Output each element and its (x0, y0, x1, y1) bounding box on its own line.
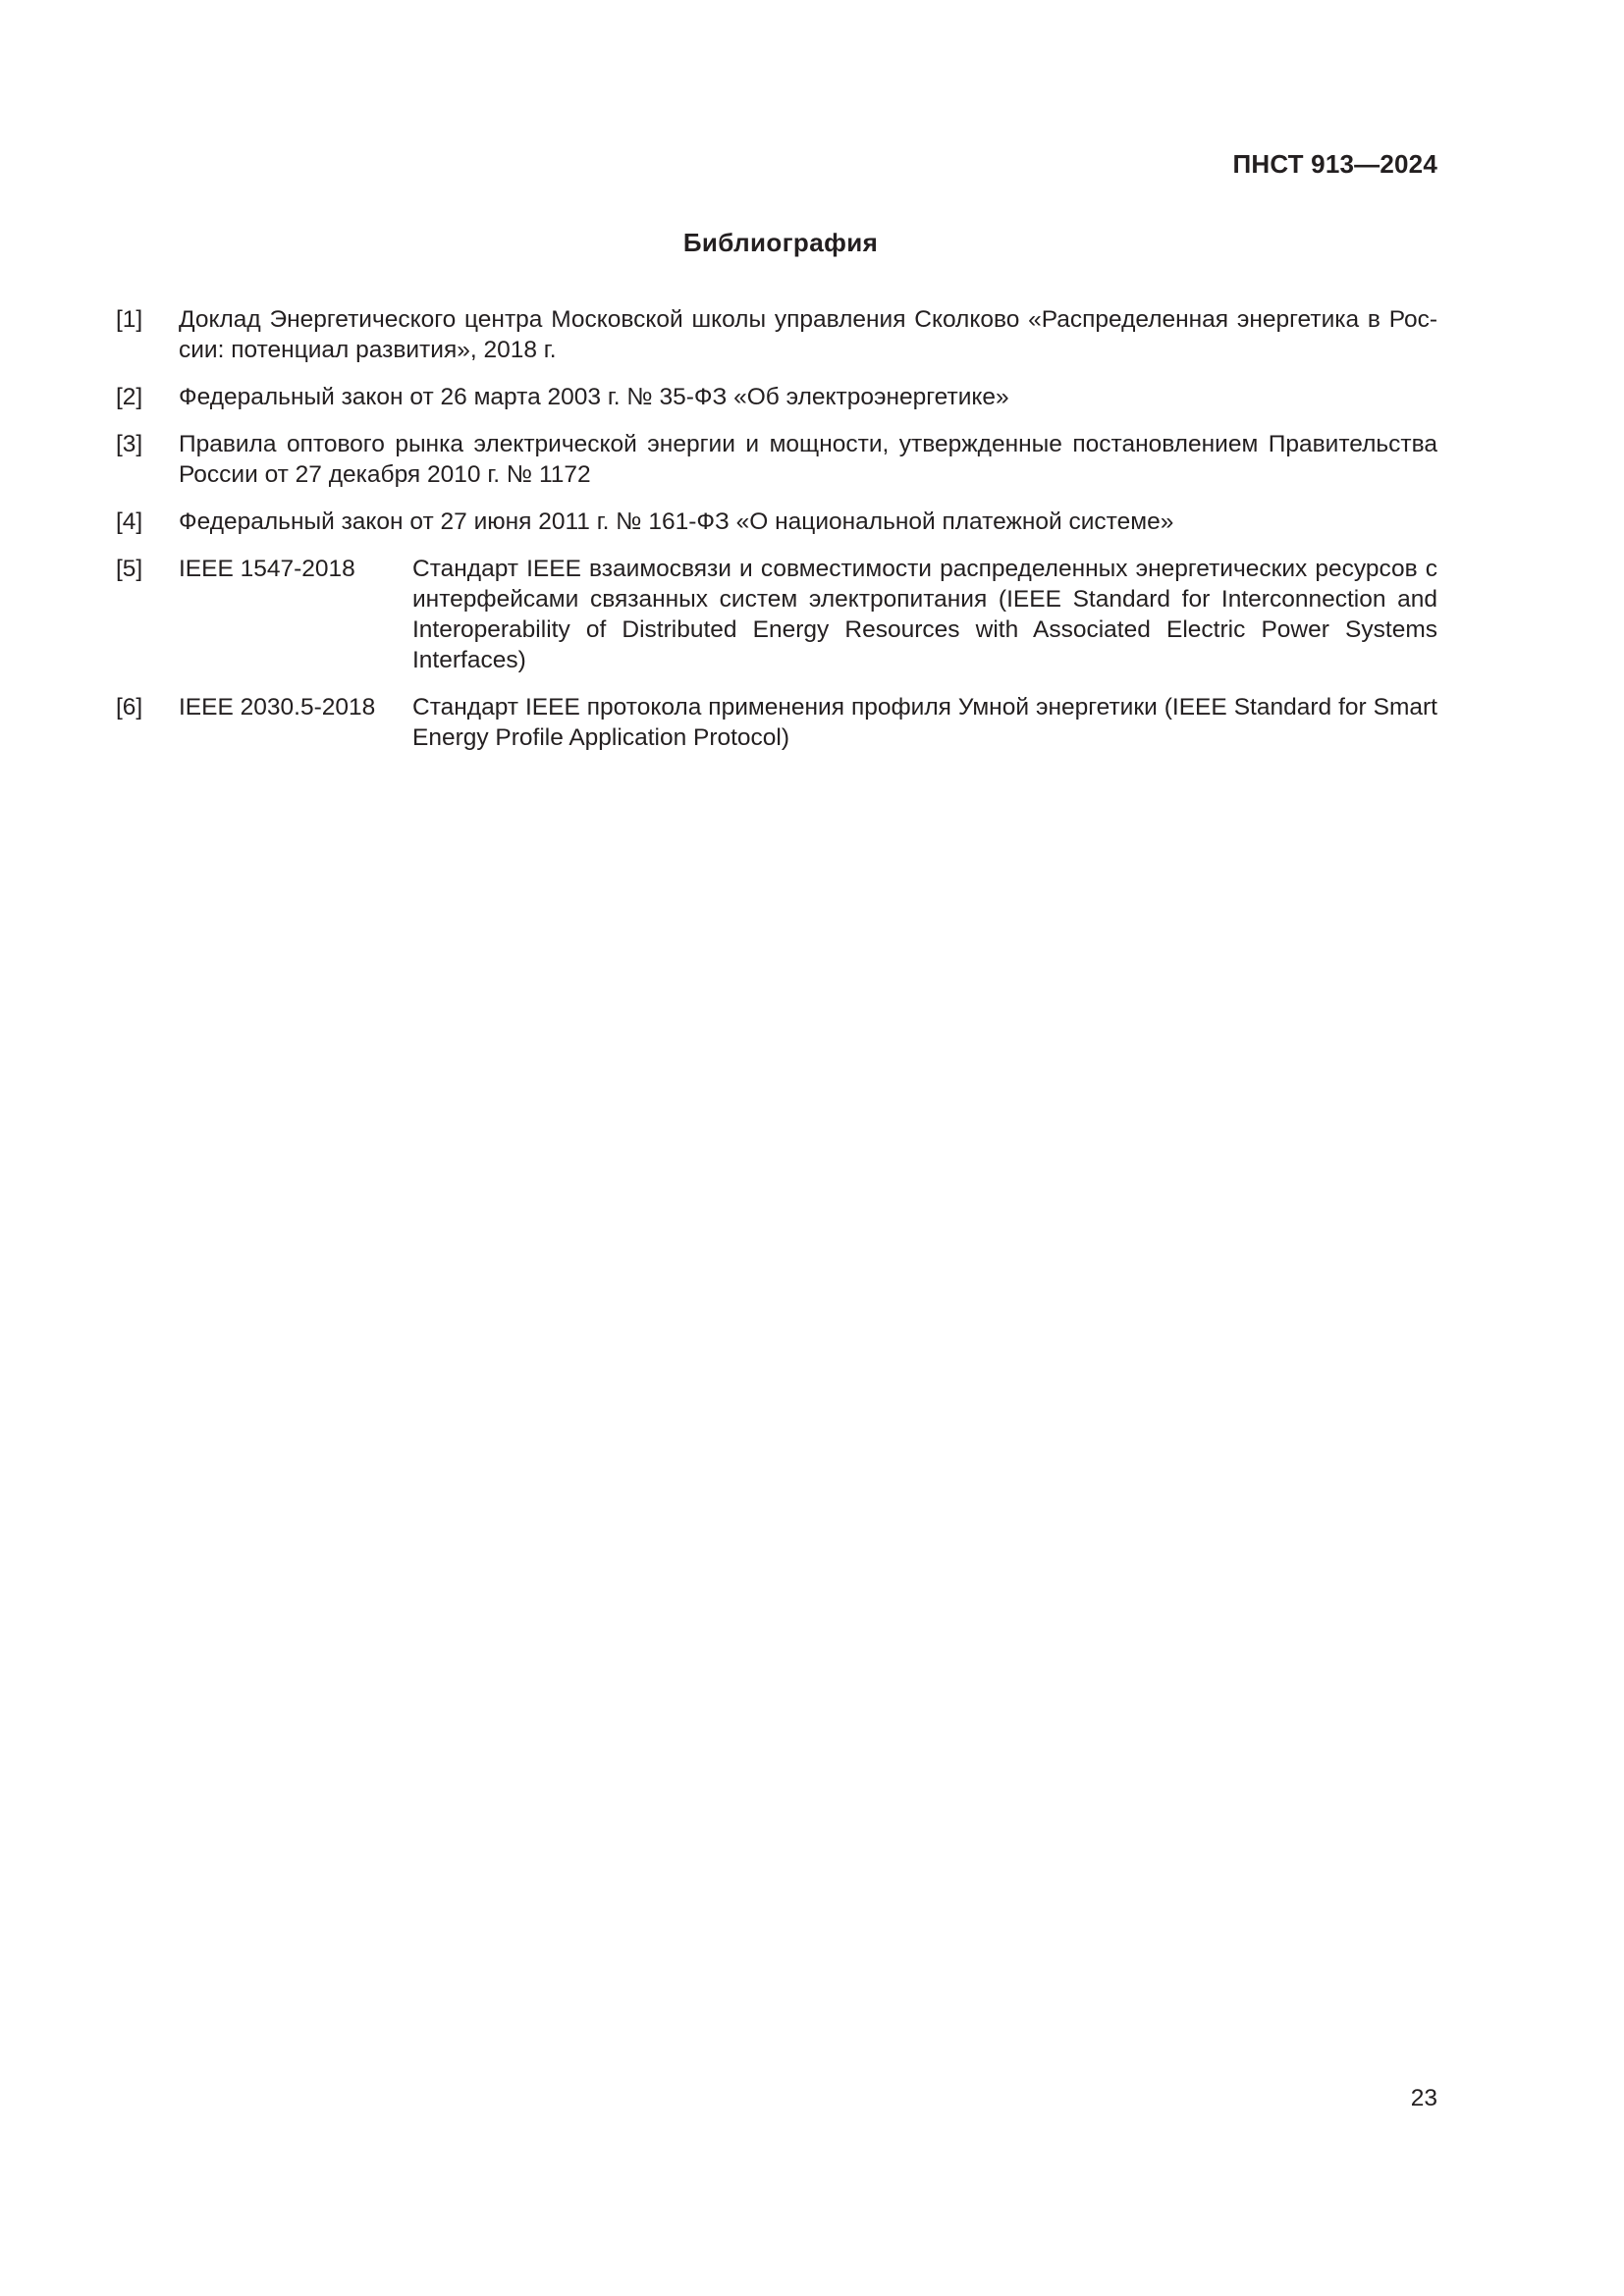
bibliography-entry (116, 554, 1437, 675)
entry-text: Федеральный закон от 27 июня 2011 г. № 161-ФЗ «О национальной платежной системе» (179, 508, 1174, 535)
entry-number: [5] (116, 556, 143, 582)
document-code: ПНСТ 913—2024 (1232, 149, 1437, 179)
bibliography-entry (116, 382, 1437, 412)
bibliography-entry (116, 304, 1437, 365)
entry-text: Федеральный закон от 26 марта 2003 г. № 35-ФЗ «Об электроэнергетике» (179, 384, 1009, 410)
page-title: Библиография (682, 228, 879, 257)
bibliography-list (116, 304, 1437, 770)
entry-standard-code: IEEE 1547-2018 (179, 556, 355, 582)
entry-text: Стандарт IEEE протокола применения профиля Умной энергетики (IEEE Standard for Smart Energy Profile Application Protocol) (412, 694, 1437, 751)
bibliography-entry (116, 429, 1437, 490)
entry-number: [4] (116, 508, 143, 535)
bibliography-entry (116, 507, 1437, 537)
entry-text: Стандарт IEEE взаимосвязи и совместимости распределенных энергетических ресурсов с интерфейсами связанных систем электропитания (IEEE Standard for Interconnection and Interoperability of Distributed Energy Resources with Associated Electric Power Systems Interfaces) (412, 556, 1437, 673)
entry-standard-code: IEEE 2030.5-2018 (179, 694, 376, 721)
entry-number: [1] (116, 306, 143, 333)
entry-number: [3] (116, 431, 143, 457)
page-number: 23 (1410, 2085, 1437, 2111)
entry-text: Доклад Энергетического центра Московской школы управления Сколково «Распределенная энергетика в Рос-сии: потенциал развития», 2018 г. (179, 306, 1437, 363)
entry-number: [6] (116, 694, 143, 721)
bibliography-entry (116, 692, 1437, 753)
entry-text: Правила оптового рынка электрической энергии и мощности, утвержденные постановлением Правительства России от 27 декабря 2010 г. № 1172 (179, 431, 1437, 488)
entry-number: [2] (116, 384, 143, 410)
